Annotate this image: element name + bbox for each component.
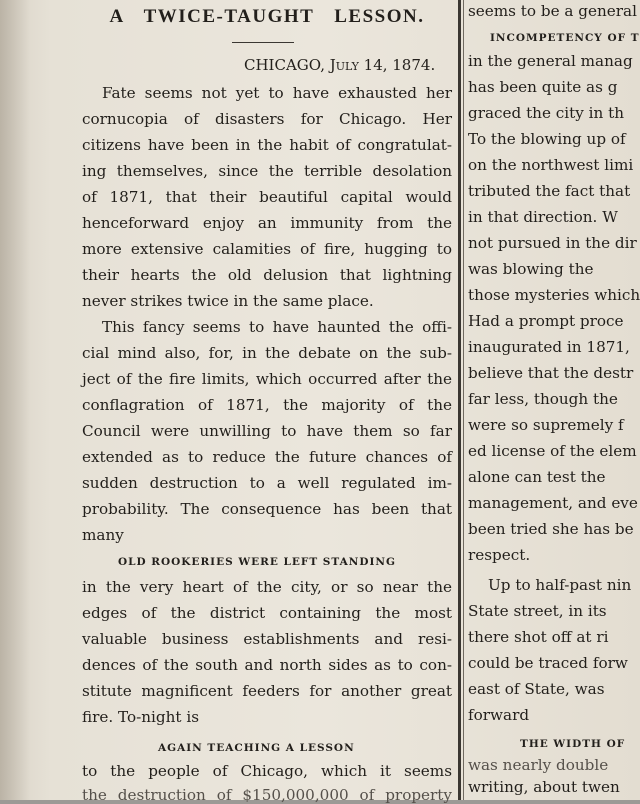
column-line: there shot off at ri <box>468 628 609 646</box>
column-line: forward <box>468 706 530 724</box>
article-column-right <box>468 0 640 800</box>
column-line: believe that the destr <box>468 364 634 382</box>
article-line: henceforward enjoy an immunity from the <box>82 214 452 232</box>
column-line: were so supremely f <box>468 416 624 434</box>
article-headline: A TWICE-TAUGHT LESSON. <box>109 6 425 27</box>
column-line: has been quite as g <box>468 78 618 96</box>
column-line: seems to be a general <box>468 2 637 20</box>
page-edge-shadow <box>0 0 30 800</box>
column-line: alone can test the <box>468 468 606 486</box>
column-line: was nearly double <box>468 756 609 774</box>
column-rule <box>458 0 461 800</box>
column-subhead: THE WIDTH OF <box>520 738 626 750</box>
article-line: extended as to reduce the future chances of <box>82 448 452 466</box>
column-line: was blowing the <box>468 260 594 278</box>
article-line: to the people of Chicago, which it seems <box>82 762 452 780</box>
article-line: conflagration of 1871, the majority of the <box>82 396 452 414</box>
column-rule-thin <box>463 0 464 800</box>
column-line: Up to half-past nin <box>488 576 632 594</box>
article-line: stitute magnificent feeders for another great <box>82 682 452 700</box>
article-line: Council were unwilling to have them so far <box>82 422 452 440</box>
article-subhead: AGAIN TEACHING A LESSON <box>158 742 355 754</box>
column-line: writing, about twen <box>468 778 620 796</box>
column-line: Had a prompt proce <box>468 312 624 330</box>
column-line: management, and eve <box>468 494 638 512</box>
column-line: east of State, was <box>468 680 605 698</box>
article-line: never strikes twice in the same place. <box>82 292 374 310</box>
article-line: This fancy seems to have haunted the offi- <box>102 318 452 336</box>
column-subhead: INCOMPETENCY OF T <box>490 32 640 44</box>
article-line: their hearts the old delusion that lightning <box>82 266 452 284</box>
article-line: ject of the fire limits, which occurred after the <box>82 370 452 388</box>
article-line: probability. The consequence has been that <box>82 500 452 518</box>
article-line: sudden destruction to a well regulated im- <box>82 474 452 492</box>
article-line: of 1871, that their beautiful capital would <box>82 188 452 206</box>
column-line: State street, in its <box>468 602 607 620</box>
article-line: the destruction of $150,000,000 of property <box>82 786 452 804</box>
column-line: in the general manag <box>468 52 633 70</box>
article-line: valuable business establishments and resi- <box>82 630 452 648</box>
article-line: Fate seems not yet to have exhausted her <box>102 84 452 102</box>
article-line: in the very heart of the city, or so near the <box>82 578 452 596</box>
article-subhead: OLD ROOKERIES WERE LEFT STANDING <box>118 556 396 568</box>
column-line: inaugurated in 1871, <box>468 338 630 356</box>
article-line: fire. To-night is <box>82 708 199 726</box>
article-line: cornucopia of disasters for Chicago. Her <box>82 110 452 128</box>
column-line: tributed the fact that <box>468 182 631 200</box>
article-line: dences of the south and north sides as to con- <box>82 656 452 674</box>
column-line: been tried she has be <box>468 520 634 538</box>
column-line: ed license of the elem <box>468 442 637 460</box>
column-line: in that direction. W <box>468 208 618 226</box>
column-line: graced the city in th <box>468 104 625 122</box>
column-line: far less, though the <box>468 390 618 408</box>
column-line: respect. <box>468 546 531 564</box>
column-line: could be traced forw <box>468 654 628 672</box>
article-line: cial mind also, for, in the debate on the sub- <box>82 344 452 362</box>
article-line: many <box>82 526 124 544</box>
article-line: more extensive calamities of fire, hugging to <box>82 240 452 258</box>
article-line: ing themselves, since the terrible desolation <box>82 162 452 180</box>
article-line: edges of the district containing the most <box>82 604 452 622</box>
column-line: those mysteries which <box>468 286 640 304</box>
article-dateline: CHICAGO, July 14, 1874. <box>244 56 436 74</box>
article-line: citizens have been in the habit of congratulat- <box>82 136 452 154</box>
column-line: To the blowing up of <box>468 130 626 148</box>
column-line: not pursued in the dir <box>468 234 637 252</box>
headline-divider <box>232 42 294 43</box>
column-line: on the northwest limi <box>468 156 634 174</box>
